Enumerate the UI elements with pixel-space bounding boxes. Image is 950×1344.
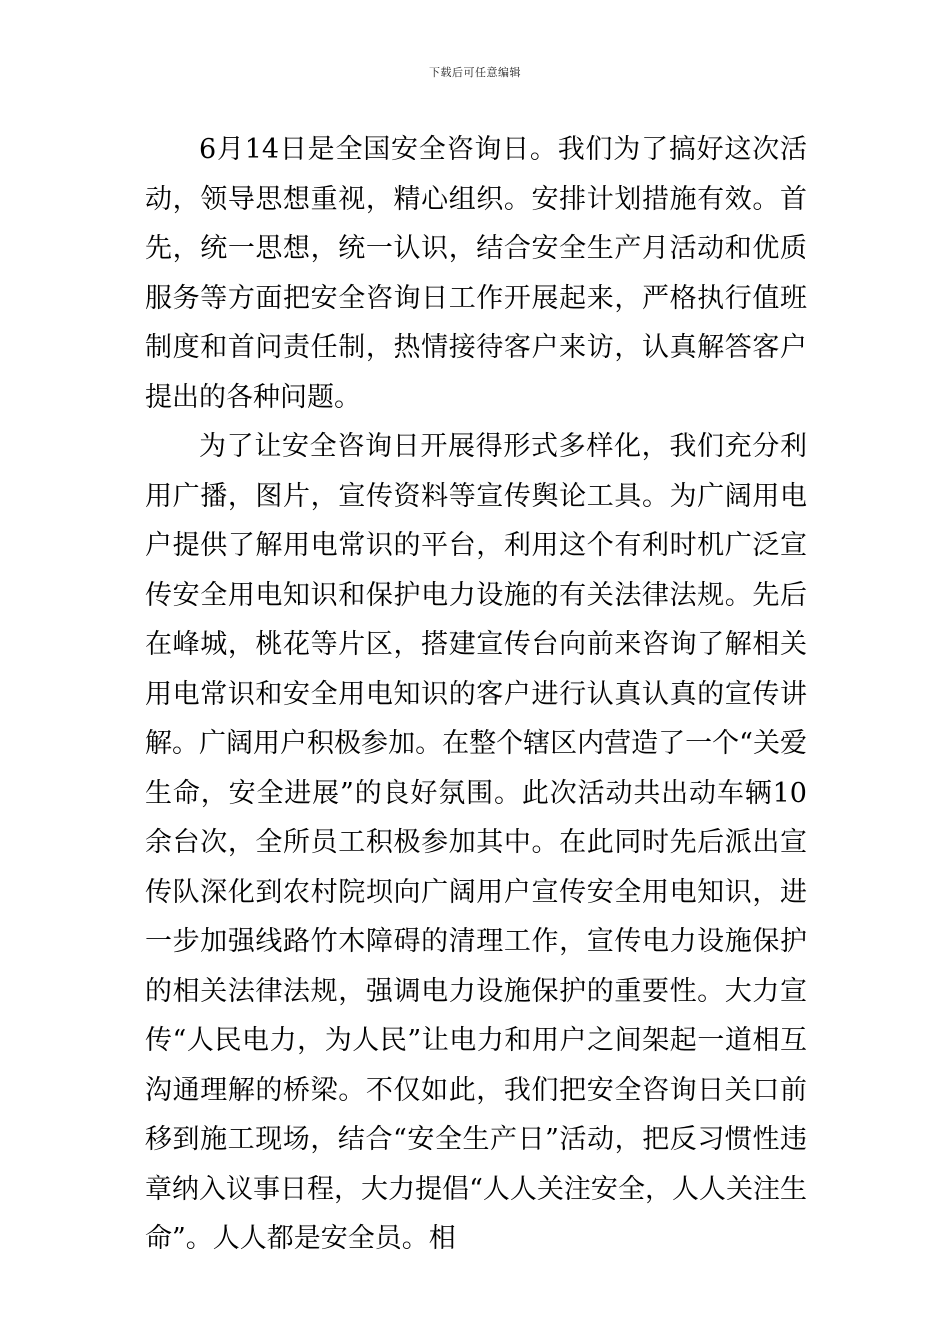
paragraph-2: 为了让安全咨询日开展得形式多样化，我们充分利用广播，图片，宣传资料等宣传舆论工具。为广阔用电户提供了解用电常识的平台，利用这个有利时机广泛宣传安全用电知识和保护电力设施的有关法律法规。先后在峰城，桃花等片区，搭建宣传台向前来咨询了解相关用电常识和安全用电知识的客户进行认真认真的宣传讲解。广阔用户积极参加。在整个辖区内营造了一个“关爱生命，安全进展”的良好氛围。此次活动共出动车辆10余台次，全所员工积极参加其中。在此同时先后派出宣传队深化到农村院坝向广阔用户宣传安全用电知识，进一步加强线路竹木障碍的清理工作，宣传电力设施保护的相关法律法规，强调电力设施保护的重要性。大力宣传“人民电力，为人民”让电力和用户之间架起一道相互沟通理解的桥梁。不仅如此，我们把安全咨询日关口前移到施工现场，结合“安全生产日”活动，把反习惯性违章纳入议事日程，大力提倡“人人关注安全，人人关注生命”。人人都是安全员。相 <box>145 431 807 1254</box>
paragraph-1: 6月14日是全国安全咨询日。我们为了搞好这次活动，领导思想重视，精心组织。安排计划措施有效。首先，统一思想，统一认识，结合安全生产月活动和优质服务等方面把安全咨询日工作开展起来，严格执行值班制度和首问责任制，热情接待客户来访，认真解答客户提出的各种问题。 <box>145 134 807 413</box>
document-body <box>145 125 807 1264</box>
header-note: 下载后可任意编辑 <box>429 66 521 79</box>
